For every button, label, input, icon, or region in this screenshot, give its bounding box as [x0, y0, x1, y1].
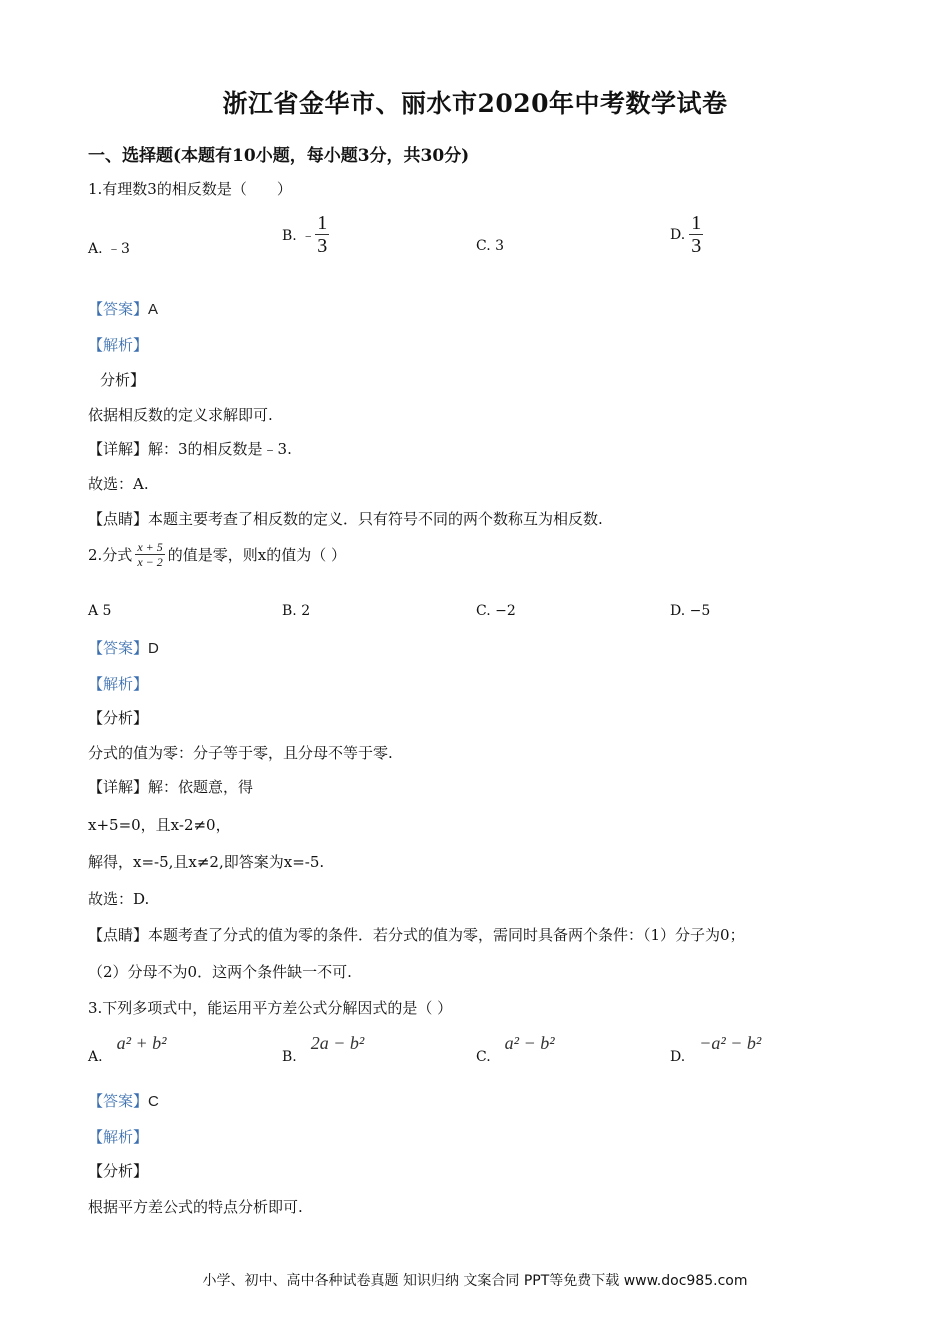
- q3-stem: 3.下列多项式中，能运用平方差公式分解因式的是（ ）: [88, 999, 453, 1017]
- q1-jiexi-tag: 【解析】: [88, 336, 149, 354]
- fraction-denominator: 3: [317, 235, 328, 257]
- q1-option-d: [670, 212, 703, 257]
- q1-option-b-fraction: [315, 212, 329, 257]
- q2-detail: 【详解】解：依题意，得: [88, 778, 254, 796]
- fraction-denominator: 3: [691, 235, 702, 257]
- answer-tag: 【答案】: [88, 639, 149, 657]
- q2-stem-suffix: 的值是零，则x的值为（ ）: [167, 546, 346, 564]
- option-expression: a² + b²: [116, 1033, 167, 1053]
- q2-stem-prefix: 2.分式: [88, 546, 133, 564]
- q1-option-d-prefix: D.: [670, 226, 686, 243]
- q2-analysis: 分式的值为零：分子等于零，且分母不等于零.: [88, 744, 393, 762]
- option-label: C.: [476, 1049, 491, 1065]
- answer-value: A: [148, 301, 159, 318]
- q2-option-c: C. −2: [476, 603, 516, 619]
- q3-jiexi-tag: 【解析】: [88, 1128, 149, 1146]
- q2-dianjing-line1: 【点睛】本题考查了分式的值为零的条件．若分式的值为零，需同时具备两个条件：（1）分子为0；: [88, 926, 745, 944]
- answer-tag: 【答案】: [88, 1092, 149, 1110]
- page-footer: 小学、初中、高中各种试卷真题 知识归纳 文案合同 PPT等免费下载 www.doc985.com: [202, 1273, 748, 1289]
- answer-value: D: [148, 640, 159, 657]
- section-heading: 一、选择题(本题有10小题，每小题3分，共30分): [88, 146, 470, 166]
- q1-option-b: [282, 212, 329, 257]
- q1-fenxi-tag: 分析】: [100, 371, 146, 389]
- answer-value: C: [148, 1093, 159, 1110]
- q3-option-c: [476, 1033, 555, 1065]
- answer-tag: 【答案】: [88, 300, 149, 318]
- q1-stem: 1.有理数3的相反数是（ ）: [88, 180, 292, 198]
- fraction-numerator: 1: [691, 212, 702, 234]
- q2-option-b: B. 2: [282, 603, 311, 619]
- page-title: 浙江省金华市、丽水市2020年中考数学试卷: [222, 89, 728, 118]
- option-label: A.: [88, 1049, 103, 1065]
- option-label: D.: [670, 1049, 686, 1065]
- q2-answer: [88, 637, 159, 658]
- q2-line1: x+5=0，且x-2≠0，: [88, 816, 231, 834]
- q3-analysis: 根据平方差公式的特点分析即可.: [88, 1198, 303, 1216]
- q2-option-d: D. −5: [670, 603, 711, 619]
- q3-fenxi-tag: 【分析】: [88, 1162, 149, 1180]
- option-expression: −a² − b²: [699, 1033, 762, 1053]
- q2-stem: [88, 540, 346, 569]
- q1-option-a: A. ﹣3: [88, 241, 130, 257]
- q3-option-a: [88, 1033, 167, 1065]
- q3-answer: [88, 1090, 159, 1111]
- q2-jiexi-tag: 【解析】: [88, 675, 149, 693]
- q1-analysis: 依据相反数的定义求解即可.: [88, 406, 273, 424]
- q1-dianjing: 【点睛】本题主要考查了相反数的定义．只有符号不同的两个数称互为相反数.: [88, 510, 603, 528]
- q2-choose: 故选：D.: [88, 890, 150, 908]
- fraction-denominator: x − 2: [137, 555, 163, 569]
- q2-option-a: A 5: [88, 603, 112, 619]
- fraction-numerator: 1: [317, 212, 328, 234]
- q2-line2: 解得，x=-5,且x≠2,即答案为x=-5.: [88, 853, 325, 871]
- q1-answer: [88, 298, 158, 319]
- q1-option-c: C. 3: [476, 238, 505, 254]
- q1-choose: 故选：A.: [88, 475, 149, 493]
- q2-dianjing-line2: （2）分母不为0．这两个条件缺一不可.: [88, 963, 352, 981]
- q1-detail: 【详解】解：3的相反数是﹣3.: [88, 440, 292, 458]
- fraction-numerator: x + 5: [137, 540, 163, 554]
- q3-option-b: [282, 1033, 365, 1065]
- option-expression: 2a − b²: [310, 1033, 365, 1053]
- option-label: B.: [282, 1049, 297, 1065]
- q1-option-d-fraction: [689, 212, 703, 257]
- q1-option-b-prefix: B. ﹣: [282, 227, 316, 244]
- option-expression: a² − b²: [504, 1033, 555, 1053]
- q2-fraction: [135, 540, 164, 569]
- q3-option-d: [670, 1033, 762, 1065]
- q2-fenxi-tag: 【分析】: [88, 709, 149, 727]
